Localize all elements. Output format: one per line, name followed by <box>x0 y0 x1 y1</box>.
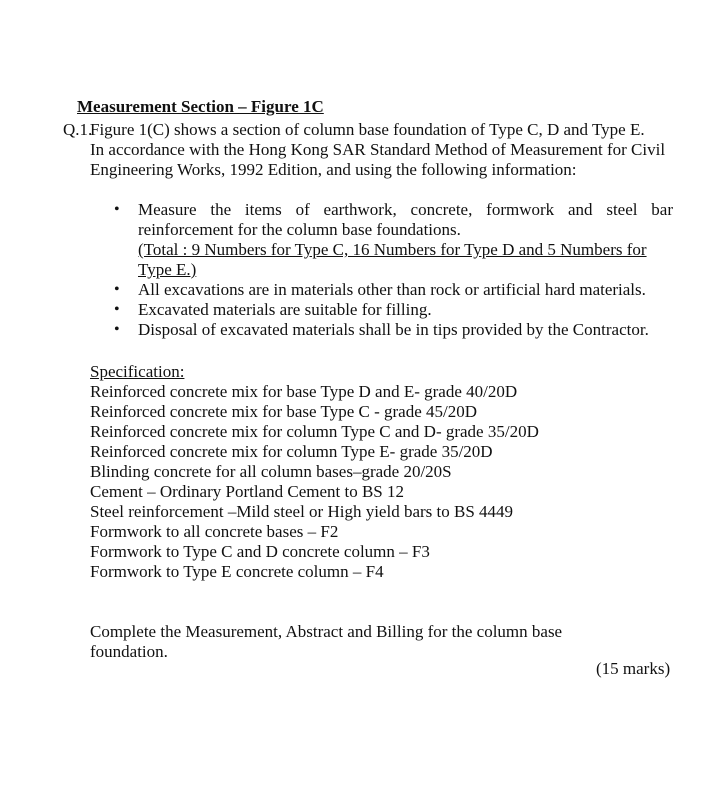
bullet-2-text: All excavations are in materials other than rock or artificial hard materials. <box>138 280 646 299</box>
spec-item: Reinforced concrete mix for base Type C - grade 45/20D <box>90 402 477 421</box>
bullet-1-line-2: reinforcement for the column base foundations. <box>138 220 461 239</box>
bullet-marker: • <box>114 201 120 218</box>
marks-label: (15 marks) <box>596 659 671 678</box>
question-intro-line-3: Engineering Works, 1992 Edition, and using the following information: <box>90 160 577 179</box>
question-intro-line-1: Figure 1(C) shows a section of column base foundation of Type C, D and Type E. <box>90 120 645 139</box>
instruction-line-1: Complete the Measurement, Abstract and Billing for the column base <box>90 622 563 641</box>
spec-item: Reinforced concrete mix for column Type C and D- grade 35/20D <box>90 422 539 441</box>
bullet-3-text: Excavated materials are suitable for filling. <box>138 300 432 319</box>
question-intro-line-2: In accordance with the Hong Kong SAR Standard Method of Measurement for Civil <box>90 140 666 159</box>
spec-item: Formwork to Type E concrete column – F4 <box>90 562 384 581</box>
bullet-marker: • <box>114 301 120 318</box>
spec-item: Blinding concrete for all column bases–grade 20/20S <box>90 462 452 481</box>
bullet-1-total-line-1: (Total : 9 Numbers for Type C, 16 Numbers for Type D and 5 Numbers for <box>138 240 647 259</box>
bullet-1-total-line-2: Type E.) <box>138 260 197 279</box>
spec-item: Reinforced concrete mix for base Type D and E- grade 40/20D <box>90 382 518 401</box>
spec-item: Reinforced concrete mix for column Type E- grade 35/20D <box>90 442 493 461</box>
question-number: Q.1. <box>63 120 93 139</box>
spec-item: Formwork to all concrete bases – F2 <box>90 522 339 541</box>
bullet-1-line-1: Measure the items of earthwork, concrete, formwork and steel bar <box>138 200 673 219</box>
instruction-line-2: foundation. <box>90 642 168 661</box>
specification-heading: Specification: <box>90 362 185 381</box>
bullet-4-text: Disposal of excavated materials shall be in tips provided by the Contractor. <box>138 320 649 339</box>
spec-item: Steel reinforcement –Mild steel or High yield bars to BS 4449 <box>90 502 514 521</box>
spec-item: Cement – Ordinary Portland Cement to BS 12 <box>90 482 404 501</box>
bullet-marker: • <box>114 321 120 338</box>
section-heading: Measurement Section – Figure 1C <box>77 97 324 116</box>
spec-item: Formwork to Type C and D concrete column – F3 <box>90 542 430 561</box>
bullet-marker: • <box>114 281 120 298</box>
